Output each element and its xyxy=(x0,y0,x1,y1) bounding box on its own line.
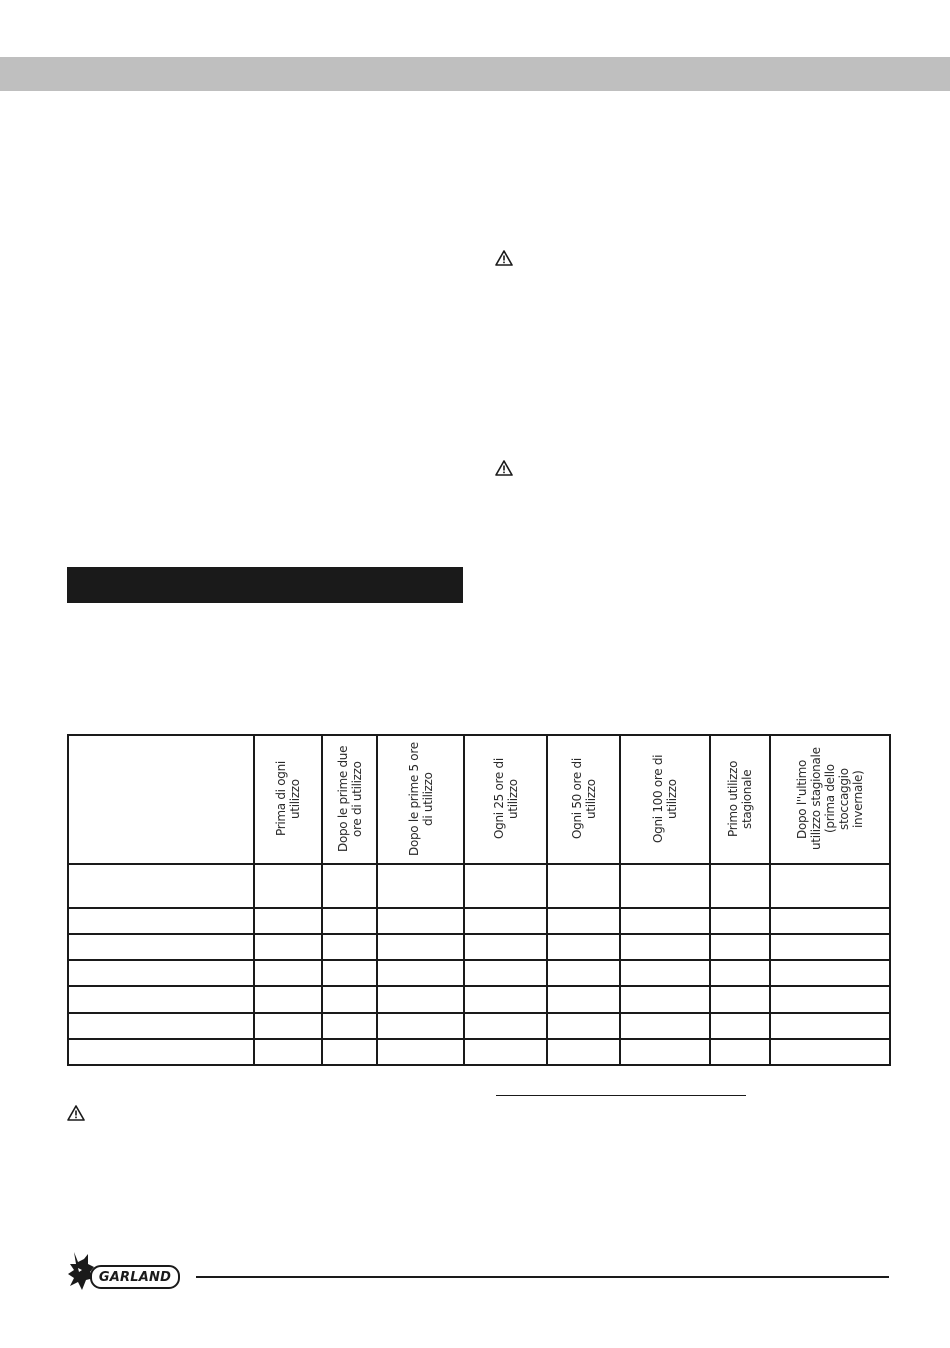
table-cell xyxy=(377,934,464,960)
table-cell xyxy=(68,1039,254,1065)
table-cell xyxy=(710,934,770,960)
table-cell xyxy=(770,1013,890,1039)
table-cell xyxy=(68,908,254,934)
table-cell xyxy=(620,960,710,986)
table-cell xyxy=(68,986,254,1012)
table-corner-cell xyxy=(68,735,254,864)
table-cell xyxy=(547,1039,620,1065)
table-cell xyxy=(377,960,464,986)
table-cell xyxy=(547,864,620,907)
table-row xyxy=(68,960,890,986)
column-header xyxy=(547,735,620,864)
maintenance-schedule-table xyxy=(67,734,891,1066)
table-cell xyxy=(464,1039,547,1065)
table-cell xyxy=(377,908,464,934)
section-heading-bar xyxy=(67,567,463,603)
column-header-label: Ogni 25 ore di utilizzo xyxy=(491,758,520,840)
column-header-label: Dopo le prime due ore di utilizzo xyxy=(335,746,364,853)
column-header-label: Prima di ogni utilizzo xyxy=(274,761,302,837)
warning-triangle-icon xyxy=(67,1105,87,1123)
table-cell xyxy=(254,1013,322,1039)
table-cell xyxy=(547,934,620,960)
table-cell xyxy=(620,986,710,1012)
warning-triangle-icon xyxy=(495,250,515,268)
table-cell xyxy=(254,1039,322,1065)
logo-text: GARLAND xyxy=(98,1269,172,1285)
table-cell xyxy=(770,908,890,934)
table-cell xyxy=(464,960,547,986)
table-cell xyxy=(322,908,377,934)
table-cell xyxy=(620,908,710,934)
table-cell xyxy=(620,864,710,907)
table-cell xyxy=(464,986,547,1012)
table-cell xyxy=(322,1013,377,1039)
table-cell xyxy=(770,934,890,960)
header-band xyxy=(0,57,950,91)
table-cell xyxy=(322,864,377,907)
column-header xyxy=(620,735,710,864)
column-header xyxy=(322,735,377,864)
table-cell xyxy=(322,960,377,986)
table-cell xyxy=(68,864,254,907)
table-cell xyxy=(377,1013,464,1039)
column-header xyxy=(254,735,322,864)
garland-logo xyxy=(66,1250,178,1294)
column-header xyxy=(464,735,547,864)
table-cell xyxy=(68,934,254,960)
table-cell xyxy=(464,864,547,907)
footer-rule xyxy=(196,1276,889,1278)
table-cell xyxy=(254,864,322,907)
table-cell xyxy=(547,1013,620,1039)
table-cell xyxy=(770,864,890,907)
table-row xyxy=(68,1013,890,1039)
table-cell xyxy=(254,908,322,934)
table-cell xyxy=(710,1039,770,1065)
table-cell xyxy=(322,986,377,1012)
table-cell xyxy=(710,986,770,1012)
column-header-label: Dopo le prime 5 ore di utilizzo xyxy=(406,742,435,857)
table-row xyxy=(68,934,890,960)
column-header-label: Ogni 100 ore di utilizzo xyxy=(651,755,679,844)
column-header-label: Dopo l''ultimo utilizzo stagionale (prima dello stoccaggio invernale) xyxy=(795,747,865,851)
table-cell xyxy=(770,960,890,986)
table-cell xyxy=(322,1039,377,1065)
column-header xyxy=(377,735,464,864)
warning-triangle-icon xyxy=(495,460,515,478)
table-cell xyxy=(710,1013,770,1039)
table-cell xyxy=(770,1039,890,1065)
table-cell xyxy=(770,986,890,1012)
table-cell xyxy=(68,960,254,986)
table-row xyxy=(68,864,890,907)
table-cell xyxy=(620,1039,710,1065)
column-header xyxy=(710,735,770,864)
table-cell xyxy=(547,908,620,934)
table-cell xyxy=(68,1013,254,1039)
table-row xyxy=(68,908,890,934)
table-cell xyxy=(464,934,547,960)
table-row xyxy=(68,986,890,1012)
table-cell xyxy=(710,864,770,907)
table-cell xyxy=(377,986,464,1012)
table-cell xyxy=(464,1013,547,1039)
column-header-label: Primo utilizzo stagionale xyxy=(726,761,754,838)
table-cell xyxy=(547,986,620,1012)
table-cell xyxy=(620,1013,710,1039)
table-cell xyxy=(710,908,770,934)
column-header xyxy=(770,735,890,864)
table-cell xyxy=(322,934,377,960)
table-cell xyxy=(710,960,770,986)
table-cell xyxy=(547,960,620,986)
logo-badge xyxy=(90,1265,180,1289)
underline-rule xyxy=(496,1095,746,1096)
table-cell xyxy=(620,934,710,960)
table-cell xyxy=(464,908,547,934)
table-cell xyxy=(377,864,464,907)
table-cell xyxy=(254,960,322,986)
table-cell xyxy=(254,934,322,960)
table-cell xyxy=(254,986,322,1012)
table-header-row xyxy=(68,735,890,864)
table-row xyxy=(68,1039,890,1065)
column-header-label: Ogni 50 ore di utilizzo xyxy=(569,758,598,840)
table-cell xyxy=(377,1039,464,1065)
